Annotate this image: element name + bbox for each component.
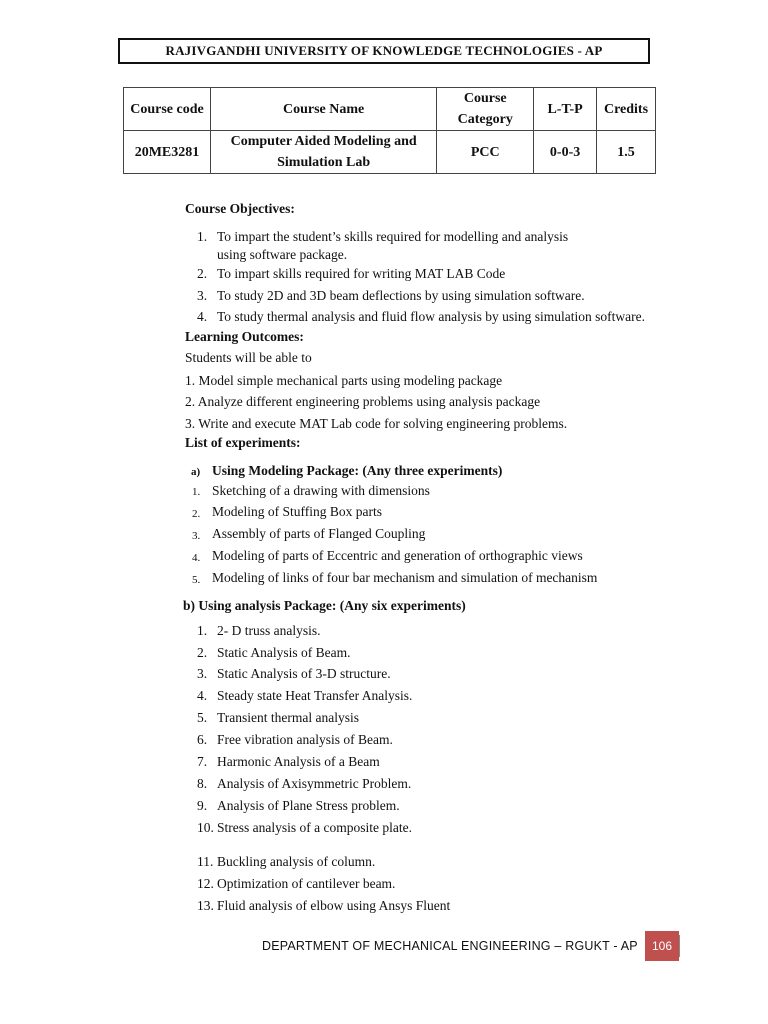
objectives-heading: Course Objectives: xyxy=(185,201,295,216)
objective-item: To study thermal analysis and fluid flow analysis by using simulation software. xyxy=(217,309,645,324)
experiment-b-number: 4. xyxy=(197,688,208,703)
experiment-b-item: Stress analysis of a composite plate. xyxy=(217,820,412,835)
experiment-b-item: Harmonic Analysis of a Beam xyxy=(217,754,380,769)
experiment-b-item: Optimization of cantilever beam. xyxy=(217,876,396,891)
experiment-a-item: Modeling of Stuffing Box parts xyxy=(212,504,382,519)
objective-item: To impart the student’s skills required for modelling and analysis xyxy=(217,229,569,244)
experiment-a-item: Sketching of a drawing with dimensions xyxy=(212,483,430,498)
experiment-b-item: Fluid analysis of elbow using Ansys Fluent xyxy=(217,898,451,913)
experiment-b-number: 9. xyxy=(197,798,208,813)
outcomes-heading: Learning Outcomes: xyxy=(185,329,304,344)
experiment-a-number: 4. xyxy=(192,552,201,564)
experiment-b-item: Free vibration analysis of Beam. xyxy=(217,732,393,747)
experiment-b-item: Analysis of Plane Stress problem. xyxy=(217,798,400,813)
experiment-b-number: 11. xyxy=(197,854,214,869)
part-a-title: Using Modeling Package: (Any three experiments) xyxy=(212,463,503,478)
experiment-b-number: 5. xyxy=(197,710,208,725)
experiment-a-item: Modeling of links of four bar mechanism and simulation of mechanism xyxy=(212,570,598,585)
header-credits: Credits xyxy=(597,88,656,131)
experiment-b-number: 7. xyxy=(197,754,208,769)
objective-item: To study 2D and 3D beam deflections by using simulation software. xyxy=(217,288,585,303)
outcomes-intro: Students will be able to xyxy=(185,350,312,365)
experiment-a-number: 5. xyxy=(192,574,201,586)
outcome-item: 2. Analyze different engineering problems using analysis package xyxy=(185,394,541,409)
experiment-b-item: Transient thermal analysis xyxy=(217,710,359,725)
table-row xyxy=(124,131,656,174)
experiment-a-item: Assembly of parts of Flanged Coupling xyxy=(212,526,426,541)
objective-number: 3. xyxy=(197,288,208,303)
header-course-code: Course code xyxy=(124,88,211,131)
experiment-b-number: 13. xyxy=(197,898,214,913)
outcome-item: 1. Model simple mechanical parts using modeling package xyxy=(185,373,503,388)
experiment-b-item: 2- D truss analysis. xyxy=(217,623,321,638)
page-number: 106 xyxy=(645,931,679,961)
experiment-a-number: 3. xyxy=(192,530,201,542)
experiment-b-number: 10. xyxy=(197,820,214,835)
page-number-divider xyxy=(679,935,680,957)
course-info-table xyxy=(123,87,656,174)
header-ltp: L-T-P xyxy=(534,88,597,131)
experiment-a-item: Modeling of parts of Eccentric and generation of orthographic views xyxy=(212,548,583,563)
part-a-label: a) xyxy=(191,466,201,478)
university-header: RAJIVGANDHI UNIVERSITY OF KNOWLEDGE TECHNOLOGIES - AP xyxy=(118,38,650,64)
part-b-title: b) Using analysis Package: (Any six experiments) xyxy=(183,598,466,613)
experiment-a-number: 1. xyxy=(192,486,201,498)
experiment-b-item: Analysis of Axisymmetric Problem. xyxy=(217,776,412,791)
experiment-b-item: Static Analysis of 3-D structure. xyxy=(217,666,391,681)
header-course-category: Course Category xyxy=(437,88,534,131)
cell-ltp: 0-0-3 xyxy=(534,131,597,174)
cell-course-category: PCC xyxy=(437,131,534,174)
objective-item: To impart skills required for writing MAT LAB Code xyxy=(217,266,506,281)
experiment-b-number: 3. xyxy=(197,666,208,681)
objective-number: 1. xyxy=(197,229,208,244)
experiments-heading: List of experiments: xyxy=(185,435,301,450)
experiment-b-number: 12. xyxy=(197,876,214,891)
experiment-b-item: Buckling analysis of column. xyxy=(217,854,376,869)
experiment-b-number: 1. xyxy=(197,623,208,638)
cell-course-code: 20ME3281 xyxy=(124,131,211,174)
experiment-b-number: 6. xyxy=(197,732,208,747)
objective-number: 2. xyxy=(197,266,208,281)
outcome-item: 3. Write and execute MAT Lab code for solving engineering problems. xyxy=(185,416,568,431)
experiment-a-number: 2. xyxy=(192,508,201,520)
objective-number: 4. xyxy=(197,309,208,324)
experiment-b-number: 2. xyxy=(197,645,208,660)
department-footer: DEPARTMENT OF MECHANICAL ENGINEERING – RGUKT - AP xyxy=(262,939,638,953)
table-header-row xyxy=(124,88,656,131)
experiment-b-item: Static Analysis of Beam. xyxy=(217,645,351,660)
objective-item-continuation: using software package. xyxy=(217,247,348,262)
experiment-b-item: Steady state Heat Transfer Analysis. xyxy=(217,688,413,703)
experiment-b-number: 8. xyxy=(197,776,208,791)
cell-credits: 1.5 xyxy=(597,131,656,174)
header-course-name: Course Name xyxy=(210,88,436,131)
cell-course-name: Computer Aided Modeling and Simulation Lab xyxy=(210,131,436,174)
